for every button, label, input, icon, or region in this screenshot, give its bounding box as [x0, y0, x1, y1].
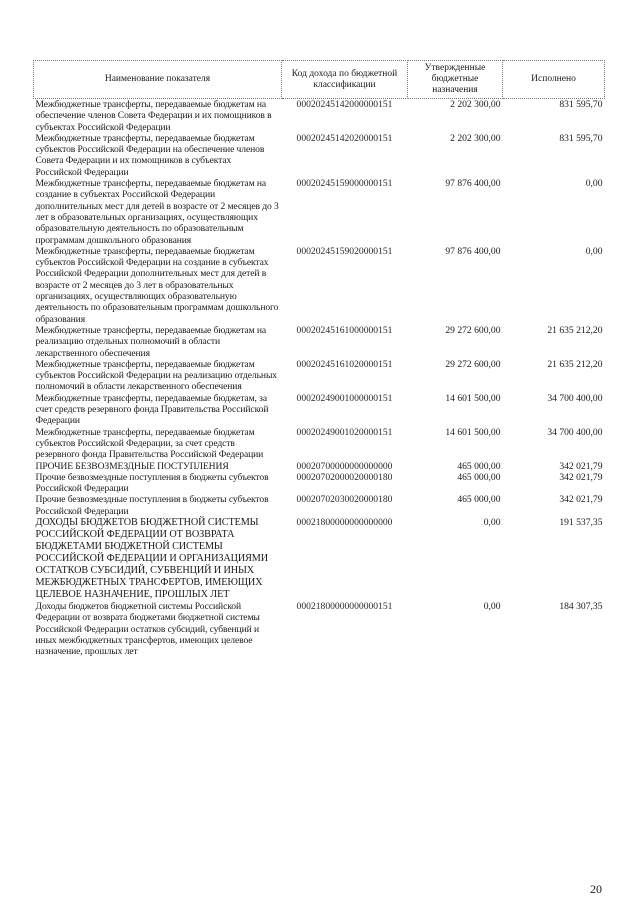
row-name: ДОХОДЫ БЮДЖЕТОВ БЮДЖЕТНОЙ СИСТЕМЫ РОССИЙСКОЙ ФЕДЕРАЦИИ ОТ ВОЗВРАТА БЮДЖЕТАМИ БЮДЖЕТНОЙ СИСТЕМЫ РОССИЙСКОЙ ФЕДЕРАЦИИ И ОРГАНИЗАЦИЯМИ ОСТАТКОВ СУБСИДИЙ, СУБВЕНЦИЙ И ИНЫХ МЕЖБЮДЖЕТНЫХ ТРАНСФЕРТОВ, ИМЕЮЩИХ ЦЕЛЕВОЕ НАЗНАЧЕНИЕ, ПРОШЛЫХ ЛЕТ	[35, 516, 269, 600]
row-approved: 97 876 400,00	[445, 245, 501, 257]
row-name: Прочие безвозмездные поступления в бюджеты субъектов Российской Федерации	[35, 471, 269, 495]
table-row	[34, 325, 605, 359]
row-approved: 14 601 500,00	[445, 392, 501, 404]
table-body	[34, 99, 605, 658]
row-code: 00020249001000000151	[296, 392, 393, 404]
row-approved: 0,00	[483, 516, 501, 528]
row-approved: 2 202 300,00	[450, 132, 501, 144]
header-code: Код дохода по бюджетной классификации	[282, 61, 408, 99]
row-name: Межбюджетные трансферты, передаваемые бюджетам субъектов Российской Федерации на обеспечение членов Совета Федерации и их помощников в субъектах Российской Федерации	[35, 132, 265, 178]
table-row	[34, 461, 605, 472]
row-executed: 342 021,79	[559, 471, 603, 483]
row-code: 00020245142020000151	[296, 132, 393, 144]
row-name: Межбюджетные трансферты, передаваемые бюджетам на реализацию отдельных полномочий в области лекарственного обеспечения	[35, 324, 267, 359]
row-name: ПРОЧИЕ БЕЗВОЗМЕЗДНЫЕ ПОСТУПЛЕНИЯ	[35, 460, 229, 472]
row-executed: 34 700 400,00	[547, 426, 603, 438]
row-executed: 831 595,70	[559, 99, 603, 110]
row-code: 00020245142000000151	[296, 99, 393, 110]
row-approved: 97 876 400,00	[445, 178, 501, 190]
row-approved: 29 272 600,00	[445, 358, 501, 370]
row-name: Прочие безвозмездные поступления в бюджеты субъектов Российской Федерации	[35, 494, 269, 517]
row-name: Межбюджетные трансферты, передаваемые бюджетам на обеспечение членов Совета Федерации и их помощников в субъектах Российской Федерации	[35, 99, 272, 133]
row-executed: 191 537,35	[559, 516, 603, 528]
table-row	[34, 494, 605, 517]
row-code: 00020245159000000151	[296, 178, 393, 190]
row-name: Межбюджетные трансферты, передаваемые бюджетам на создание в субъектах Российской Федерации дополнительных мест для детей в возрасте от 2 месяцев до 3 лет в образовательных организациях, осуществляющих образовательную деятельность по образовательным программам дошкольного образования	[35, 178, 279, 246]
row-code: 00021800000000000000	[296, 516, 393, 528]
row-approved: 0,00	[483, 600, 501, 612]
row-code: 00020245161000000151	[296, 324, 393, 336]
header-approved: Утвержденные бюджетные назначения	[408, 61, 503, 99]
table-row	[34, 472, 605, 495]
row-name: Межбюджетные трансферты, передаваемые бюджетам субъектов Российской Федерации на создание в субъектах Российской Федерации дополнительных мест для детей в возрасте от 2 месяцев до 3 лет в образовательных организациях, осуществляющих образовательную деятельность по образовательным программам дошкольного образования	[35, 245, 279, 325]
row-code: 00020702000020000180	[296, 471, 393, 483]
row-code: 00020245159020000151	[296, 245, 393, 257]
table-row	[34, 517, 605, 601]
row-approved: 465 000,00	[457, 460, 501, 472]
row-executed: 342 021,79	[559, 494, 603, 506]
table-row	[34, 133, 605, 178]
table-row	[34, 393, 605, 427]
page-number: 20	[590, 882, 602, 896]
row-name: Доходы бюджетов бюджетной системы Российской Федерации от возврата бюджетами бюджетной системы Российской Федерации остатков субсидий, субвенций и иных межбюджетных трансфертов, имеющих целевое назначение, прошлых лет	[35, 600, 260, 658]
table-row	[34, 601, 605, 657]
row-executed: 831 595,70	[559, 132, 603, 144]
row-approved: 14 601 500,00	[445, 426, 501, 438]
row-name: Межбюджетные трансферты, передаваемые бюджетам, за счет средств резервного фонда Правительства Российской Федерации	[35, 392, 269, 427]
row-name: Межбюджетные трансферты, передаваемые бюджетам субъектов Российской Федерации на реализацию отдельных полномочий в области лекарственного обеспечения	[35, 358, 277, 393]
row-approved: 465 000,00	[457, 494, 501, 506]
row-executed: 21 635 212,20	[547, 324, 603, 336]
row-code: 00020245161020000151	[296, 358, 393, 370]
table-row	[34, 427, 605, 461]
row-approved: 29 272 600,00	[445, 324, 501, 336]
row-executed: 34 700 400,00	[547, 392, 603, 404]
row-code: 00020702030020000180	[296, 494, 393, 506]
row-code: 00020249001020000151	[296, 426, 393, 438]
table-row	[34, 99, 605, 133]
row-executed: 0,00	[585, 245, 603, 257]
table-row	[34, 178, 605, 246]
row-code: 00021800000000000151	[296, 600, 393, 612]
row-approved: 465 000,00	[457, 471, 501, 483]
budget-income-table	[33, 60, 605, 657]
table-header	[34, 61, 605, 99]
row-approved: 2 202 300,00	[450, 99, 501, 110]
row-executed: 342 021,79	[559, 460, 603, 472]
row-executed: 21 635 212,20	[547, 358, 603, 370]
table-row	[34, 246, 605, 325]
row-executed: 0,00	[585, 178, 603, 190]
row-name: Межбюджетные трансферты, передаваемые бюджетам субъектов Российской Федерации, за счет средств резервного фонда Правительства Российской Федерации	[35, 426, 264, 461]
header-name: Наименование показателя	[34, 61, 282, 99]
row-executed: 184 307,35	[559, 600, 603, 612]
header-executed: Исполнено	[503, 61, 605, 99]
row-code: 00020700000000000000	[296, 460, 393, 472]
table-row	[34, 359, 605, 393]
